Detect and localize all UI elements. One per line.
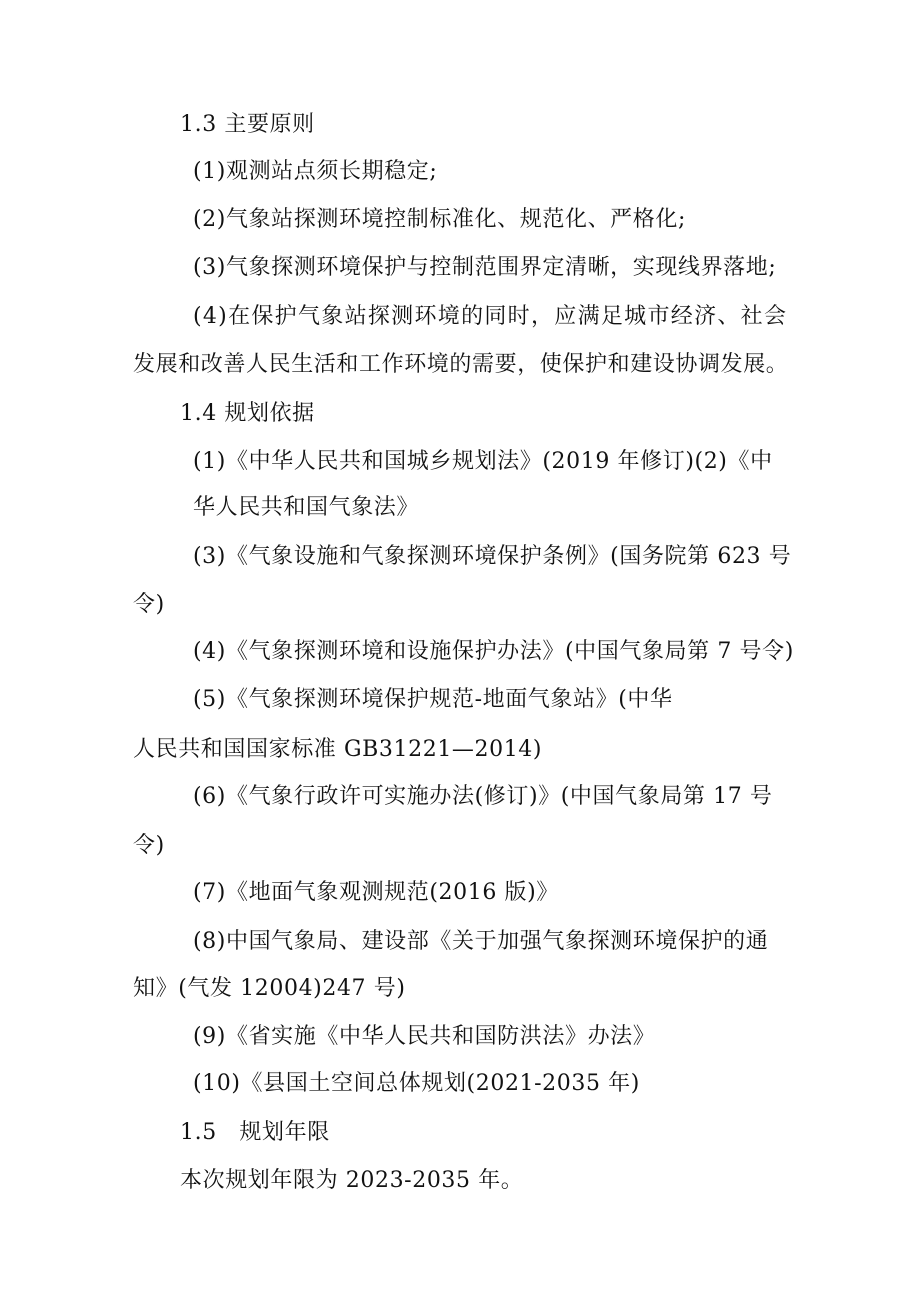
principle-item-4-line-1: (4)在保护气象站探测环境的同时，应满足城市经济、社会 <box>193 304 788 329</box>
basis-item-1-line-1: (1)《中华人民共和国城乡规划法》(2019 年修订)(2)《中 <box>193 449 773 474</box>
basis-item-1-line-2: 华人民共和国气象法》 <box>193 495 420 520</box>
basis-item-8-line-2: 知》(气发 12004)247 号) <box>133 976 406 1001</box>
basis-item-6-line-1: (6)《气象行政许可实施办法(修订)》(中国气象局第 17 号 <box>193 784 773 809</box>
section-heading-1-4: 1.4 规划依据 <box>180 401 315 426</box>
section-heading-1-5: 1.5 规划年限 <box>180 1120 330 1145</box>
principle-item-3: (3)气象探测环境保护与控制范围界定清晰，实现线界落地; <box>193 255 777 280</box>
basis-item-3-line-2: 令) <box>133 592 165 617</box>
planning-period-text: 本次规划年限为 2023-2035 年。 <box>180 1168 524 1193</box>
basis-item-4: (4)《气象探测环境和设施保护办法》(中国气象局第 7 号令) <box>193 639 794 664</box>
basis-item-9: (9)《省实施《中华人民共和国防洪法》办法》 <box>193 1024 656 1049</box>
basis-item-10: (10)《县国土空间总体规划(2021-2035 年) <box>193 1071 640 1096</box>
principle-item-2: (2)气象站探测环境控制标准化、规范化、严格化; <box>193 207 686 232</box>
basis-item-5-line-2: 人民共和国国家标准 GB31221—2014) <box>133 737 543 762</box>
section-heading-1-3: 1.3 主要原则 <box>180 112 315 137</box>
principle-item-4-line-2: 发展和改善人民生活和工作环境的需要，使保护和建设协调发展。 <box>133 352 789 377</box>
principle-item-1: (1)观测站点须长期稳定; <box>193 159 438 184</box>
basis-item-8-line-1: (8)中国气象局、建设部《关于加强气象探测环境保护的通 <box>193 929 769 954</box>
basis-item-5-line-1: (5)《气象探测环境保护规范-地面气象站》(中华 <box>193 687 673 712</box>
basis-item-3-line-1: (3)《气象设施和气象探测环境保护条例》(国务院第 623 号 <box>193 544 792 569</box>
basis-item-6-line-2: 令) <box>133 833 165 858</box>
basis-item-7: (7)《地面气象观测规范(2016 版)》 <box>193 880 559 905</box>
